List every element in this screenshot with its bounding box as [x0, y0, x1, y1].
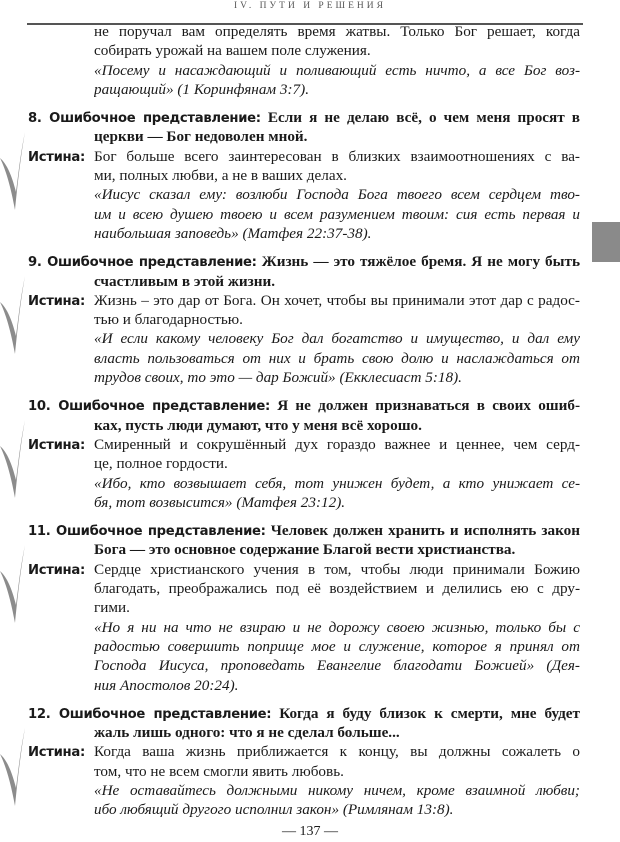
checkmark-icon: [0, 726, 26, 810]
scripture-quote-line: им и всею душею твоею и всем разумением твоим: сия есть первая и: [94, 205, 580, 223]
page-body: [0, 22, 620, 820]
truth-text: Сердце христианского учения в том, чтобы люди принимали Божию: [94, 560, 580, 578]
misconception-section: [0, 396, 620, 512]
misconception-section: [0, 704, 620, 820]
scripture-quote-line: ибо любящий другого исполнил закон» (Римлянам 13:8).: [94, 801, 454, 819]
misconception-label: 9. Ошибочное представление:: [28, 255, 257, 271]
misconception-text: Бога — это основное содержание Благой вести христианства.: [94, 541, 516, 559]
misconception-section: [0, 521, 620, 695]
misconception-label: 10. Ошибочное представление:: [28, 399, 270, 415]
truth-line: [94, 579, 580, 598]
scripture-quote-line: «Иисус сказал ему: возлюби Господа Бога твоего всем сердцем тво-: [94, 186, 580, 204]
truth-line: [94, 166, 580, 185]
text-line: собирать урожай на вашем поле служения.: [94, 42, 371, 60]
misconception-text: счастливым в этой жизни.: [94, 272, 276, 290]
truth-text: благодать, преображались под её воздействием и делились ею с дру-: [94, 580, 580, 598]
truth-line: [28, 147, 580, 166]
text-line: ращающий» (1 Коринфянам 3:7).: [94, 80, 310, 98]
truth-label: Истина:: [28, 293, 85, 309]
misconception-text: ках, пусть люди думают, что у меня всё хорошо.: [94, 416, 422, 434]
checkmark-icon: [0, 274, 26, 358]
misconception-text: церкви — Бог недоволен мной.: [94, 128, 308, 146]
misconception-section: [0, 252, 620, 387]
scripture-quote-line: «Но я ни на что не взираю и не дорожу своею жизнью, только бы с: [94, 618, 580, 636]
misconception-line: [94, 540, 580, 559]
section-gap: [0, 695, 620, 704]
truth-label: Истина:: [28, 745, 85, 761]
truth-text: Бог больше всего заинтересован в близких взаимоотношениях с ва-: [94, 147, 580, 165]
truth-text: том, что не всем смогли явить любовь.: [94, 762, 344, 780]
intro-paragraph: [0, 22, 620, 99]
truth-line: [28, 291, 580, 310]
misconception-label: 11. Ошибочное представление:: [28, 524, 266, 540]
scripture-quote-line: «Ибо, кто возвышает себя, тот унижен будет, а кто унижает се-: [94, 474, 580, 492]
misconception-line: [94, 127, 580, 146]
section-gap: [0, 387, 620, 396]
misconception-text: жаль лишь одного: что я не сделал больше...: [94, 724, 400, 742]
scripture-quote-line: ния Апостолов 20:24).: [94, 676, 239, 694]
truth-line: [94, 598, 580, 617]
truth-label: Истина:: [28, 437, 85, 453]
scripture-quote-line: наибольшая заповедь» (Матфея 22:37-38).: [94, 224, 372, 242]
text-line: не поручал вам определять время жатвы. Только Бог решает, когда: [94, 23, 580, 40]
misconception-line: [28, 704, 580, 723]
scripture-quote-line: «Не оставайтесь должными никому ничем, кроме взаимной любви;: [94, 781, 580, 799]
misconception-line: [28, 108, 580, 127]
checkmark-icon: [0, 543, 26, 627]
misconception-line: [28, 521, 580, 540]
scripture-quote-line: власть пользоваться от них и брать свою долю и наслаждаться от: [94, 349, 580, 367]
misconception-line: [94, 723, 580, 742]
section-gap: [0, 99, 620, 108]
checkmark-icon: [0, 130, 26, 214]
truth-label: Истина:: [28, 149, 85, 165]
text-line: «Посему и насаждающий и поливающий есть ничто, а все Бог воз-: [94, 61, 580, 79]
truth-text: тью и благодарностью.: [94, 311, 243, 329]
scripture-quote-line: бя, тот возвысится» (Матфея 23:12).: [94, 493, 346, 511]
truth-label: Истина:: [28, 562, 85, 578]
truth-text: ми, полных любви, а не в ваших делах.: [94, 167, 347, 185]
truth-line: [28, 560, 580, 579]
misconception-line: [28, 252, 580, 271]
misconception-section: [0, 108, 620, 243]
misconception-line: [28, 396, 580, 415]
misconception-text: Человек должен хранить и исполнять закон: [270, 522, 580, 540]
truth-text: Жизнь – это дар от Бога. Он хочет, чтобы вы принимали этот дар с радос-: [94, 291, 580, 309]
scripture-quote-line: «И если какому человеку Бог дал богатство и имущество, и дал ему: [94, 330, 580, 348]
truth-text: це, полное гордости.: [94, 455, 228, 473]
section-gap: [0, 243, 620, 252]
misconception-text: Когда я буду близок к смерти, мне будет: [279, 704, 580, 722]
misconception-label: 12. Ошибочное представление:: [28, 706, 272, 722]
truth-line: [94, 454, 580, 473]
truth-line: [94, 310, 580, 329]
misconception-line: [94, 272, 580, 291]
truth-line: [28, 742, 580, 761]
truth-text: Смиренный и сокрушённый дух гораздо важнее и ценнее, чем серд-: [94, 435, 580, 453]
checkmark-icon: [0, 418, 26, 502]
misconception-text: Жизнь — это тяжёлое бремя. Я не могу быть: [261, 253, 580, 271]
misconception-line: [94, 416, 580, 435]
truth-line: [28, 435, 580, 454]
running-head: IV. ПУТИ И РЕШЕНИЯ: [234, 1, 386, 11]
misconception-text: Если я не делаю всё, о чем меня просят в: [267, 109, 580, 127]
page-number: — 137 —: [282, 824, 338, 839]
scripture-quote-line: трудов своих, то это — дар Божий» (Екклесиаст 5:18).: [94, 369, 462, 387]
misconception-label: 8. Ошибочное представление:: [28, 111, 261, 127]
misconception-text: Я не должен признаваться в своих ошиб-: [277, 397, 580, 415]
scripture-quote-line: радостью совершить поприще мое и служение, которое я принял от: [94, 637, 580, 655]
section-gap: [0, 512, 620, 521]
truth-text: гими.: [94, 599, 130, 617]
scripture-quote-line: Господа Иисуса, проповедать Евангелие благодати Божией» (Дея-: [94, 657, 580, 675]
truth-text: Когда ваша жизнь приближается к концу, вы должны сожалеть о: [94, 743, 580, 761]
truth-line: [94, 762, 580, 781]
